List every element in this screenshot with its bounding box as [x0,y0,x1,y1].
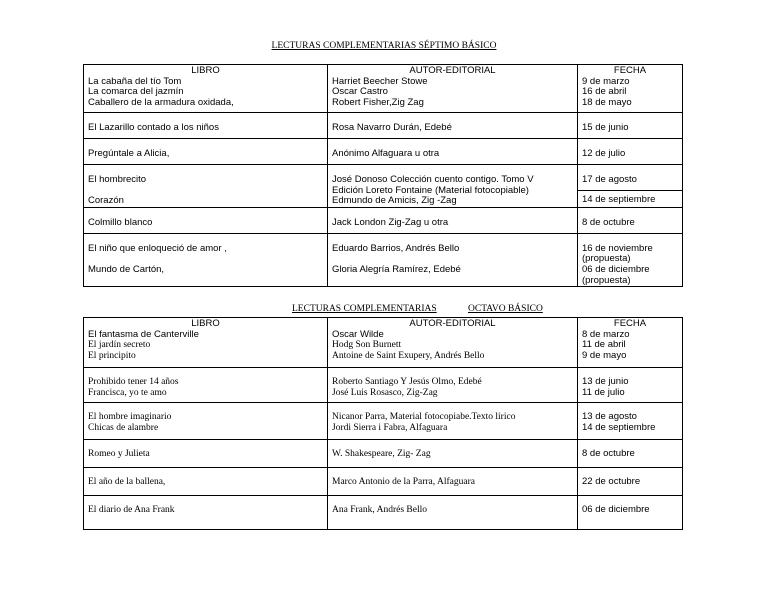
author: W. Shakespeare, Zig- Zag [328,440,578,468]
date: 17 de agosto [578,165,682,191]
table-row [84,440,683,468]
autor-cell [328,65,578,113]
author: Robert Fisher,Zig Zag [332,96,424,108]
fecha-cell [578,318,683,368]
date: 13 de agosto [582,411,637,422]
author: José Luis Rosasco, Zig-Zag [332,387,438,398]
book-title: El hombre imaginario [88,412,172,422]
book-title: El año de la ballena, [84,468,328,496]
book-title: El principito [88,350,136,361]
book-title: Colmillo blanco [84,207,328,233]
date: 22 de octubre [578,468,683,496]
table-row [84,403,683,440]
book-title: La comarca del jazmín [88,86,184,98]
libro-cell [84,165,328,208]
table-row [84,233,683,286]
author: José Donoso Colección cuento contigo. Tomo V [332,174,534,185]
libro-cell [84,233,328,286]
date: 14 de septiembre [582,421,656,433]
book-title: El fantasma de Canterville [88,328,199,340]
book-title: Prohibido tener 14 años [88,377,179,387]
book-title: Corazón [88,195,124,207]
author: Oscar Castro [332,86,388,98]
author: Nicanor Parra, Material fotocopiabe.Texto lírico [332,412,516,422]
book-title: El diario de Ana Frank [84,496,328,530]
date-note: (propuesta) [582,274,631,286]
libro-header: LIBRO [191,65,220,76]
date: 06 de diciembre [582,263,650,275]
date: 8 de octubre [578,207,683,233]
autor-cell [328,165,578,208]
author: Rosa Navarro Durán, Edebé [328,113,578,139]
book-title: El niño que enloqueció de amor , [88,242,227,254]
table-row [84,368,683,403]
autor-cell [328,403,578,440]
fecha-cell [578,165,683,208]
date: 14 de septiembre [582,193,656,205]
table-row [84,113,683,139]
table-row [84,468,683,496]
author: Edmundo de Amicis, Zig -Zag [332,195,457,207]
table-row [84,139,683,165]
author: Gloria Alegría Ramírez, Edebé [332,263,461,275]
date: 15 de junio [578,113,683,139]
book-title: Mundo de Cartón, [88,263,165,275]
date: 18 de mayo [582,96,632,108]
date: 9 de marzo [582,75,630,87]
author: Eduardo Barrios, Andrés Bello [332,242,460,254]
date: 16 de abril [582,86,627,98]
table-row [84,165,683,208]
author: Ana Frank, Andrés Bello [328,496,578,530]
libro-cell [84,368,328,403]
date: 06 de diciembre [578,496,683,530]
author: Oscar Wilde [332,328,384,340]
book-title: El Lazarillo contado a los niños [84,113,328,139]
autor-cell [328,368,578,403]
date: 9 de mayo [582,349,627,361]
table-row [84,496,683,530]
book-title: El jardín secreto [88,340,151,351]
septimo-table [83,64,683,287]
date: 11 de abril [582,339,626,351]
libro-cell [84,403,328,440]
author: Jordi Sierra i Fabra, Alfaguara [332,422,448,433]
autor-header: AUTOR-EDITORIAL [409,65,496,76]
fecha-header: FECHA [613,318,647,329]
date: 12 de julio [578,139,683,165]
libro-cell [84,318,328,368]
table-row [84,318,683,368]
book-title: Pregúntale a Alicia, [84,139,328,165]
table-row [84,65,683,113]
septimo-title: LECTURAS COMPLEMENTARIAS SÉPTIMO BÁSICO [271,41,497,51]
libro-cell [84,65,328,113]
book-title: Caballero de la armadura oxidada, [88,96,234,108]
octavo-table [83,317,683,530]
autor-cell [328,233,578,286]
date: 11 de julio [582,386,625,398]
libro-header: LIBRO [191,318,220,329]
author: Harriet Beecher Stowe [332,75,428,87]
book-title: La cabaña del tío Tom [88,75,182,87]
fecha-cell [578,233,683,286]
fecha-header: FECHA [613,65,647,76]
book-title: Chicas de alambre [88,422,159,433]
date: 8 de marzo [582,328,630,340]
fecha-cell [578,403,683,440]
book-title: El hombrecito [88,174,147,185]
autor-cell [328,318,578,368]
autor-header: AUTOR-EDITORIAL [409,318,496,329]
book-title: Francisca, yo te amo [88,387,167,398]
date: 8 de octubre [578,440,683,468]
fecha-cell [578,65,683,113]
fecha-cell [578,368,683,403]
author: Hodg Son Burnett [332,340,402,351]
table-row [84,207,683,233]
author: Edición Loreto Fontaine (Material fotocopiable) [332,184,529,196]
date: 13 de junio [582,376,629,387]
author: Antoine de Saint Exupery, Andrés Bello [332,350,485,361]
author: Jack London Zig-Zag u otra [328,207,578,233]
author: Roberto Santiago Y Jesús Olmo, Edebé [332,377,482,387]
author: Marco Antonio de la Parra, Alfaguara [328,468,578,496]
author: Anónimo Alfaguara u otra [328,139,578,165]
book-title: Romeo y Julieta [84,440,328,468]
octavo-title-left: LECTURAS COMPLEMENTARIAS [292,304,437,314]
octavo-title-right: OCTAVO BÁSICO [468,304,543,314]
date: 16 de noviembre [582,242,653,254]
date-note: (propuesta) [582,253,631,265]
